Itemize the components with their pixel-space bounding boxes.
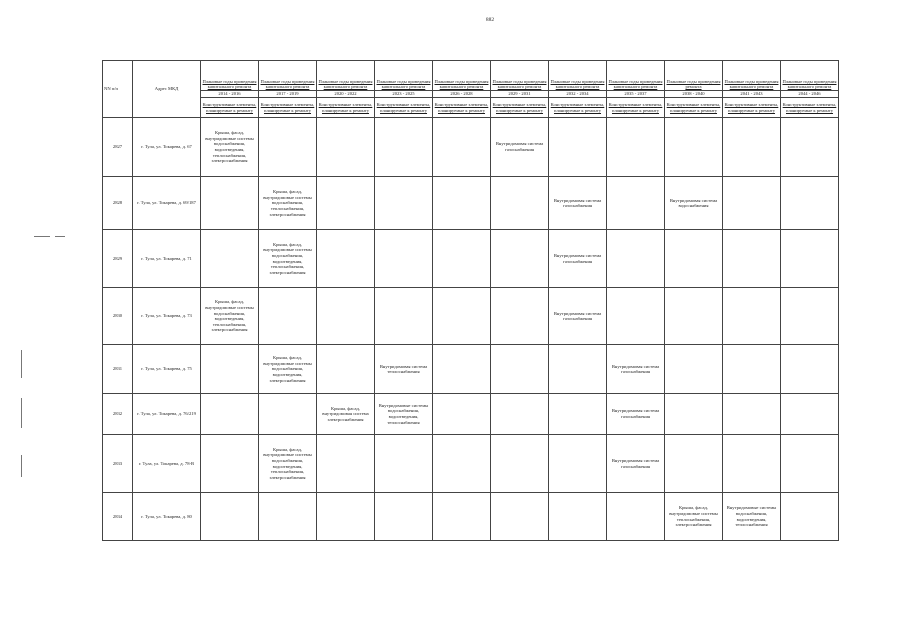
- row-number: 2832: [103, 394, 133, 435]
- header-period-years: 2017 - 2019: [259, 91, 317, 98]
- repair-elements-cell: Внутридомовые системы водоснабжения, водоотведения, теплоснабжения: [723, 493, 781, 541]
- repair-elements-cell: Внутридомовая система газоснабжения: [607, 394, 665, 435]
- repair-elements-cell: Крыша, фасад, внутридомовые системы водоснабжения, теплоснабжения, электроснабжения: [259, 177, 317, 230]
- header-period-title: Плановые годы проведения капитального ремонта: [781, 61, 839, 91]
- header-period-title: Плановые годы проведения капитального ремонта: [433, 61, 491, 91]
- repair-elements-cell: [375, 177, 433, 230]
- repair-elements-cell: [259, 118, 317, 177]
- header-period-title: Плановые годы проведения капитального ремонта: [549, 61, 607, 91]
- repair-elements-cell: [549, 493, 607, 541]
- repair-elements-cell: [259, 394, 317, 435]
- header-period-title: Плановые годы проведения капитального ремонта: [317, 61, 375, 91]
- header-period-years: 2026 - 2028: [433, 91, 491, 98]
- repair-elements-cell: [259, 288, 317, 345]
- margin-mark: [21, 398, 22, 428]
- table-row: [103, 345, 839, 394]
- repair-elements-cell: [781, 434, 839, 492]
- margin-mark: [55, 236, 65, 237]
- repair-elements-cell: [665, 118, 723, 177]
- repair-elements-cell: [317, 288, 375, 345]
- header-address: Адрес МКД: [133, 61, 201, 118]
- repair-elements-cell: Крыша, фасад, внутридомовые системы водоснабжения, водоотведения, теплоснабжения, электроснабжения: [201, 118, 259, 177]
- repair-elements-cell: [781, 230, 839, 288]
- row-address: г. Тула, ул. Токарева, д. 75: [133, 345, 201, 394]
- repair-elements-cell: [201, 394, 259, 435]
- repair-elements-cell: [201, 345, 259, 394]
- row-number: 2831: [103, 345, 133, 394]
- table-row: [103, 118, 839, 177]
- header-elements: Конструктивные элементы, планируемые к ремонту: [259, 98, 317, 118]
- row-number: 2833: [103, 434, 133, 492]
- header-period-years: 2038 - 2040: [665, 91, 723, 98]
- repair-elements-cell: [723, 345, 781, 394]
- header-period-years: 2023 - 2025: [375, 91, 433, 98]
- repair-elements-cell: [665, 230, 723, 288]
- repair-elements-cell: [433, 434, 491, 492]
- repair-elements-cell: [375, 493, 433, 541]
- repair-elements-cell: [491, 394, 549, 435]
- margin-mark: [21, 455, 22, 477]
- repair-elements-cell: Внутридомовая система водоснабжения: [665, 177, 723, 230]
- repair-elements-cell: [375, 230, 433, 288]
- header-nn: NN п/п: [103, 61, 133, 118]
- repair-elements-cell: [433, 230, 491, 288]
- repair-elements-cell: Крыша, фасад, внутридомовые системы теплоснабжения, электроснабжения: [665, 493, 723, 541]
- repair-elements-cell: [665, 434, 723, 492]
- row-number: 2827: [103, 118, 133, 177]
- row-number: 2829: [103, 230, 133, 288]
- repair-elements-cell: [433, 118, 491, 177]
- repair-elements-cell: [201, 230, 259, 288]
- repair-elements-cell: [549, 118, 607, 177]
- repair-elements-cell: Внутридомовая система газоснабжения: [549, 177, 607, 230]
- repair-elements-cell: [607, 288, 665, 345]
- repair-elements-cell: [317, 493, 375, 541]
- repair-elements-cell: [549, 434, 607, 492]
- repair-elements-cell: [781, 394, 839, 435]
- header-period-title: Плановые годы проведения капитального ремонта: [259, 61, 317, 91]
- page-number: 882: [485, 17, 495, 23]
- repair-elements-cell: [723, 177, 781, 230]
- repair-elements-cell: [375, 434, 433, 492]
- row-address: г. Тула, ул. Токарева, д. 73: [133, 288, 201, 345]
- header-elements: Конструктивные элементы, планируемые к ремонту: [607, 98, 665, 118]
- row-address: г. Тула, ул. Токарева, д. 80: [133, 493, 201, 541]
- repair-elements-cell: Внутридомовая система газоснабжения: [549, 230, 607, 288]
- header-period-years: 2032 - 2034: [549, 91, 607, 98]
- repair-elements-cell: [723, 394, 781, 435]
- repair-elements-cell: [491, 434, 549, 492]
- repair-elements-cell: [201, 493, 259, 541]
- table-row: [103, 493, 839, 541]
- repair-elements-cell: Внутридомовая система газоснабжения: [607, 434, 665, 492]
- row-number: 2834: [103, 493, 133, 541]
- repair-elements-cell: Крыша, фасад, внутридомовая система электроснабжения: [317, 394, 375, 435]
- repair-elements-cell: [665, 345, 723, 394]
- repair-elements-cell: [201, 434, 259, 492]
- repair-elements-cell: [491, 345, 549, 394]
- header-elements: Конструктивные элементы, планируемые к ремонту: [549, 98, 607, 118]
- row-address: г. Тула, ул. Токарева, д. 67: [133, 118, 201, 177]
- repair-elements-cell: [491, 493, 549, 541]
- table-row: [103, 434, 839, 492]
- header-period-years: 2044 - 2046: [781, 91, 839, 98]
- repair-elements-cell: [723, 288, 781, 345]
- header-period-years: 2041 - 2043: [723, 91, 781, 98]
- header-period-title: Плановые годы проведения ремонта: [665, 61, 723, 91]
- header-period-title: Плановые годы проведения капитального ремонта: [375, 61, 433, 91]
- repair-elements-cell: [781, 288, 839, 345]
- header-row-titles: [103, 61, 839, 91]
- header-elements: Конструктивные элементы, планируемые к ремонту: [491, 98, 549, 118]
- repair-elements-cell: [549, 394, 607, 435]
- header-elements: Конструктивные элементы, планируемые к ремонту: [201, 98, 259, 118]
- repair-elements-cell: [317, 345, 375, 394]
- repair-elements-cell: [259, 493, 317, 541]
- repair-elements-cell: [433, 345, 491, 394]
- repair-elements-cell: [723, 230, 781, 288]
- header-elements: Конструктивные элементы, планируемые к ремонту: [665, 98, 723, 118]
- repair-elements-cell: Внутридомовая система газоснабжения: [549, 288, 607, 345]
- repair-elements-cell: [723, 434, 781, 492]
- repair-elements-cell: [433, 493, 491, 541]
- header-period-years: 2029 - 2031: [491, 91, 549, 98]
- repair-elements-cell: Внутридомовая система газоснабжения: [491, 118, 549, 177]
- header-period-title: Плановые годы проведения капитального ремонта: [607, 61, 665, 91]
- repair-elements-cell: [607, 230, 665, 288]
- repair-elements-cell: [665, 394, 723, 435]
- repair-elements-cell: [781, 345, 839, 394]
- row-number: 2830: [103, 288, 133, 345]
- header-elements: Конструктивные элементы, планируемые к ремонту: [433, 98, 491, 118]
- margin-mark: [21, 350, 22, 378]
- repair-elements-cell: [607, 493, 665, 541]
- repair-elements-cell: [491, 288, 549, 345]
- row-address: г. Тула, ул. Токарева, д. 78-В: [133, 434, 201, 492]
- header-elements: Конструктивные элементы, планируемые к ремонту: [723, 98, 781, 118]
- repair-elements-cell: [317, 118, 375, 177]
- repair-elements-cell: [375, 118, 433, 177]
- header-period-title: Плановые годы проведения капитального ремонта: [723, 61, 781, 91]
- repair-elements-cell: Крыша, фасад, внутридомовые системы водоснабжения, водоотведения, теплоснабжения, электроснабжения: [259, 230, 317, 288]
- row-address: г. Тула, ул. Токарева, д. 69/187: [133, 177, 201, 230]
- repair-elements-cell: [723, 118, 781, 177]
- table-row: [103, 230, 839, 288]
- repair-elements-cell: Внутридомовая система газоснабжения: [607, 345, 665, 394]
- repair-elements-cell: [317, 434, 375, 492]
- repair-elements-cell: Крыша, фасад, внутридомовые системы водоснабжения, водоотведения, теплоснабжения, электроснабжения: [201, 288, 259, 345]
- repair-elements-cell: [781, 177, 839, 230]
- repair-elements-cell: Внутридомовая система теплоснабжения: [375, 345, 433, 394]
- header-elements: Конструктивные элементы, планируемые к ремонту: [781, 98, 839, 118]
- capital-repair-table: [102, 60, 839, 541]
- row-address: г. Тула, ул. Токарева, д. 71: [133, 230, 201, 288]
- row-address: г. Тула, ул. Токарева, д. 76/219: [133, 394, 201, 435]
- table-row: [103, 394, 839, 435]
- repair-elements-cell: [433, 288, 491, 345]
- repair-elements-cell: Крыша, фасад, внутридомовые системы водоснабжения, водоотведения, теплоснабжения, электроснабжения: [259, 434, 317, 492]
- repair-elements-cell: [549, 345, 607, 394]
- table-row: [103, 288, 839, 345]
- repair-elements-cell: [781, 493, 839, 541]
- header-row-elements: [103, 98, 839, 118]
- repair-elements-cell: [607, 177, 665, 230]
- table-row: [103, 177, 839, 230]
- repair-elements-cell: [491, 230, 549, 288]
- header-elements: Конструктивные элементы, планируемые к ремонту: [317, 98, 375, 118]
- header-elements: Конструктивные элементы, планируемые к ремонту: [375, 98, 433, 118]
- repair-elements-cell: [781, 118, 839, 177]
- repair-elements-cell: [491, 177, 549, 230]
- header-period-title: Плановые годы проведения капитального ремонта: [201, 61, 259, 91]
- header-period-years: 2014 - 2016: [201, 91, 259, 98]
- repair-elements-cell: Внутридомовые системы водоснабжения, водоотведения, теплоснабжения: [375, 394, 433, 435]
- header-period-title: Плановые годы проведения капитального ремонта: [491, 61, 549, 91]
- header-period-years: 2020 - 2022: [317, 91, 375, 98]
- repair-elements-cell: Крыша, фасад, внутридомовые системы водоснабжения, водоотведения, электроснабжения: [259, 345, 317, 394]
- row-number: 2828: [103, 177, 133, 230]
- margin-mark: [34, 236, 50, 237]
- repair-elements-cell: [375, 288, 433, 345]
- repair-elements-cell: [317, 230, 375, 288]
- repair-elements-cell: [433, 177, 491, 230]
- header-period-years: 2035 - 2037: [607, 91, 665, 98]
- header-row-years: [103, 91, 839, 98]
- repair-elements-cell: [607, 118, 665, 177]
- repair-elements-cell: [201, 177, 259, 230]
- repair-elements-cell: [433, 394, 491, 435]
- repair-elements-cell: [317, 177, 375, 230]
- repair-elements-cell: [665, 288, 723, 345]
